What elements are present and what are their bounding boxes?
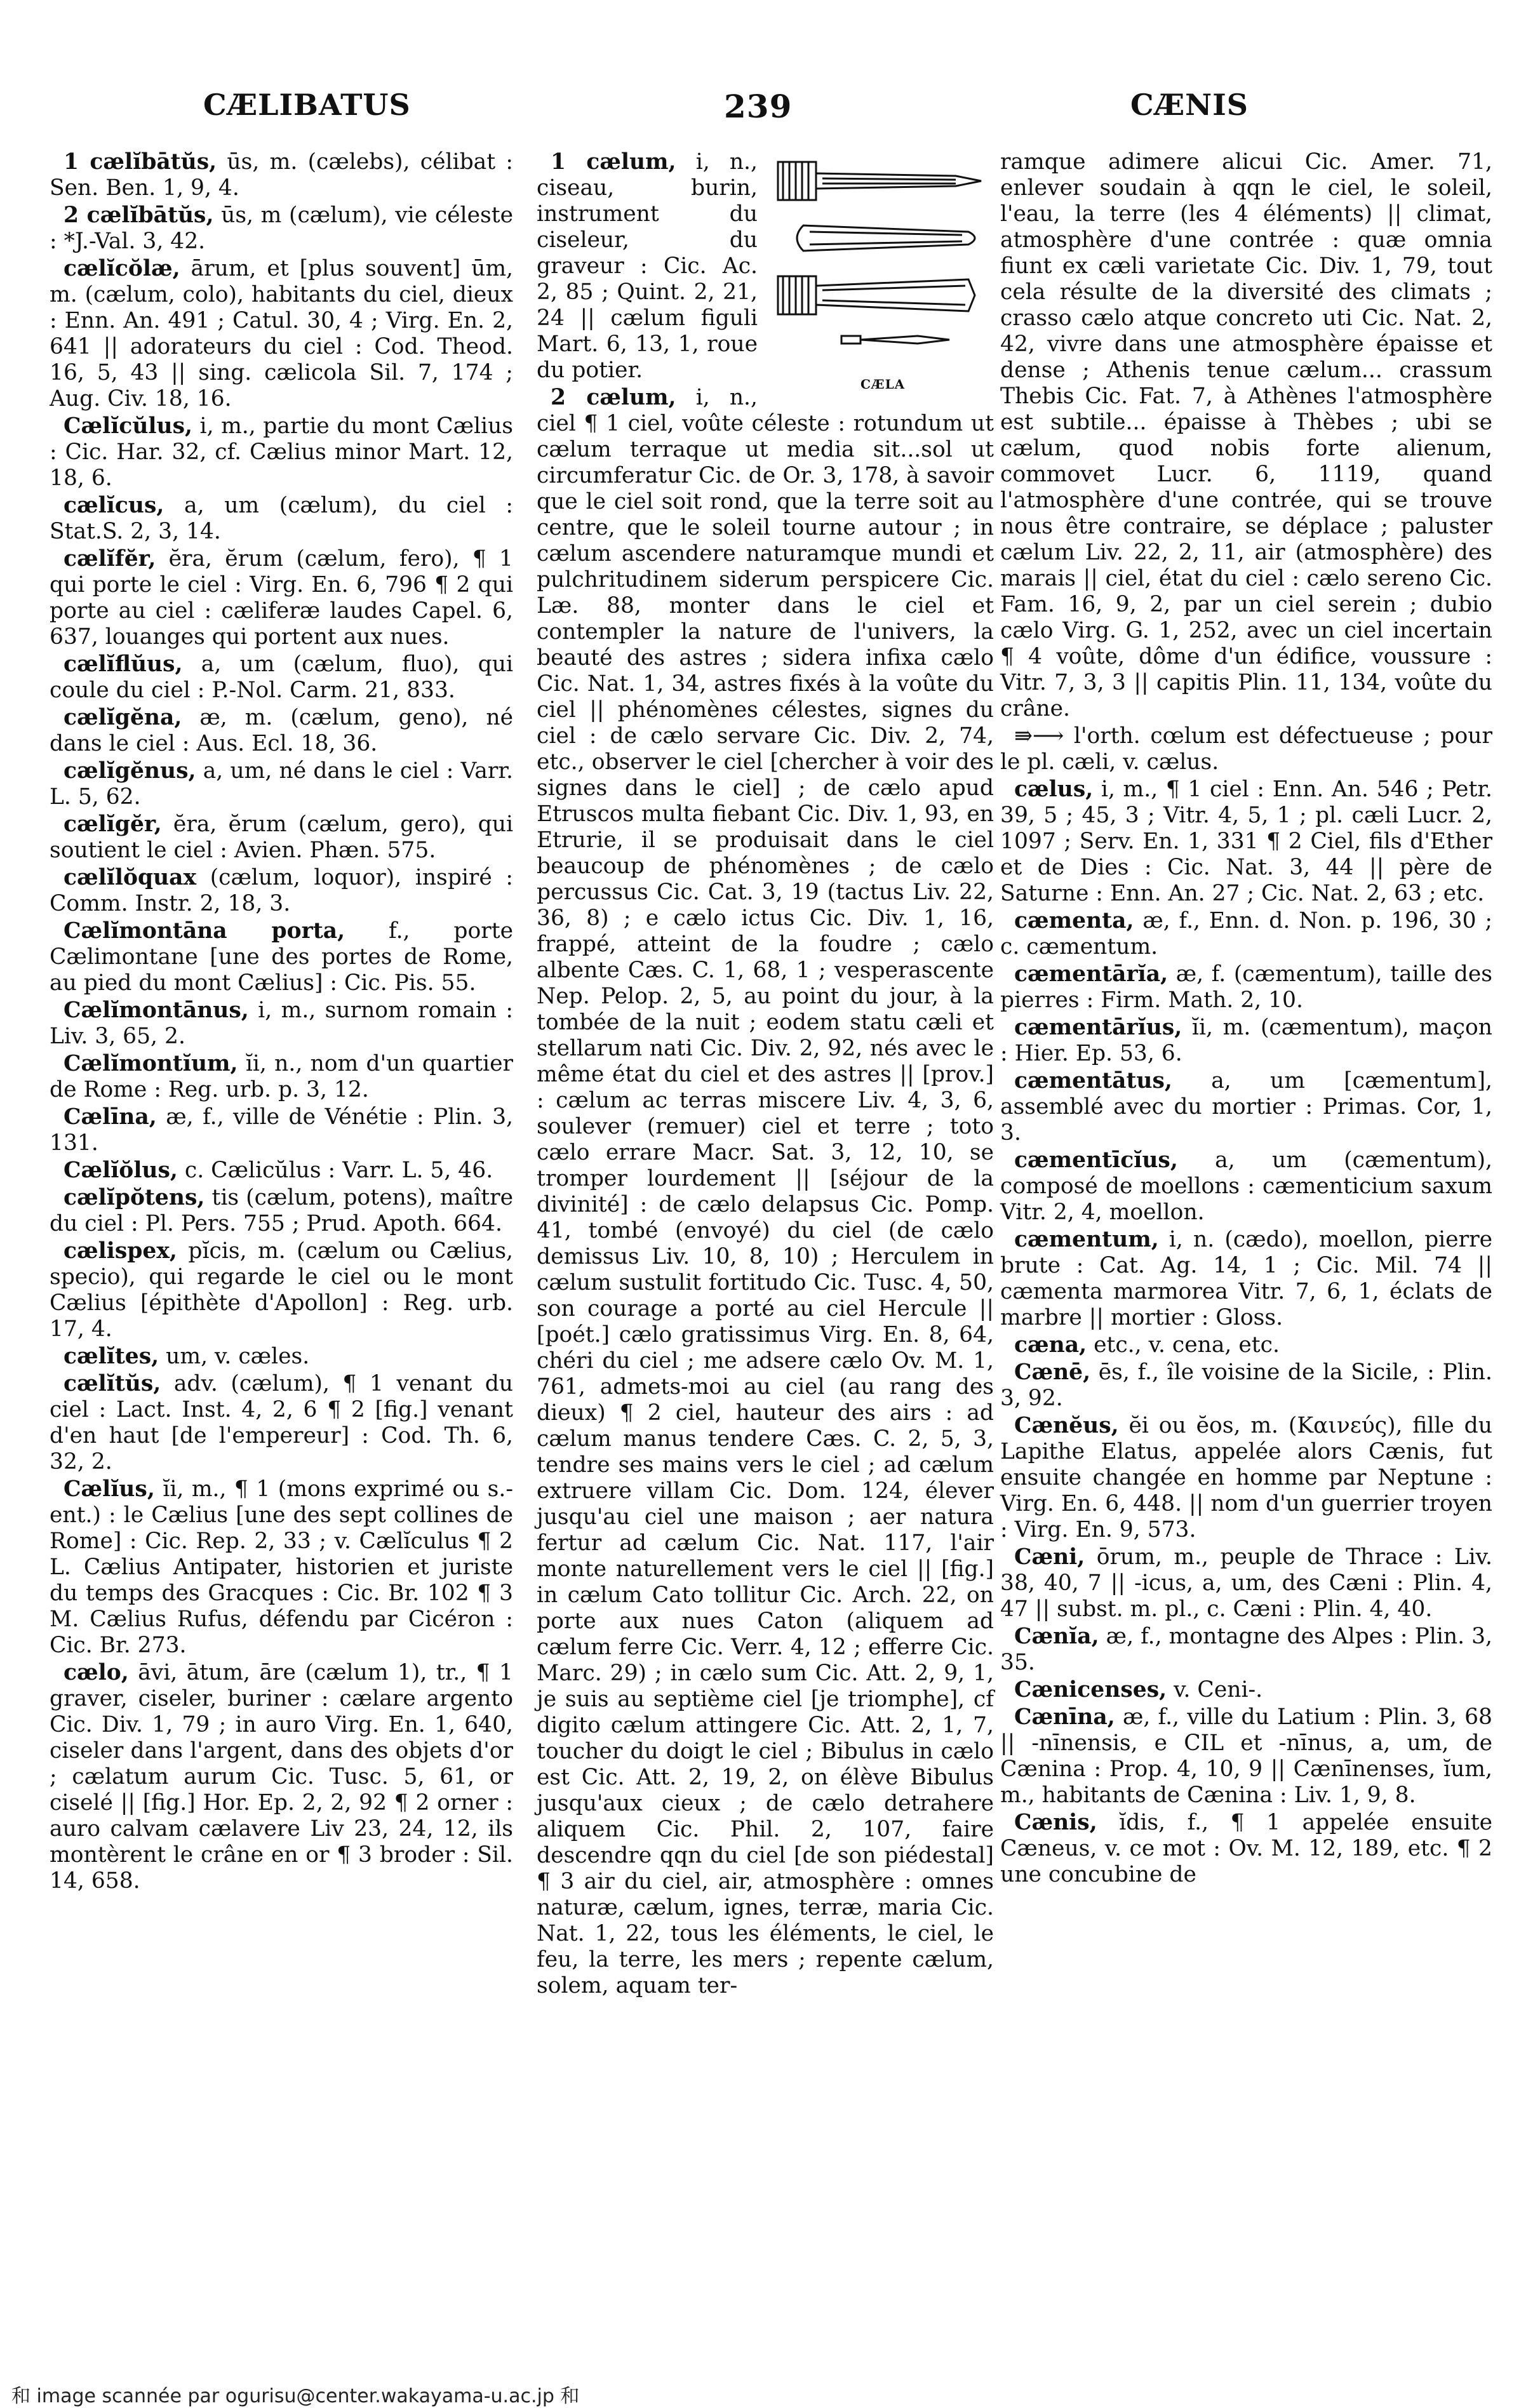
definition-text: ĭdis, f., ¶ 1 appelée ensuite Cæneus, v. ce mot : Ov. M. 12, 189, etc. ¶ 2 une concubine de xyxy=(1000,1810,1492,1887)
dictionary-entry xyxy=(1000,1068,1492,1146)
dictionary-entry xyxy=(1000,1810,1492,1888)
definition-text: a, um (cæmentum), composé de moellons : cæmenticium saxum Vitr. 2, 4, moellon. xyxy=(1000,1147,1492,1225)
headword: 2 cælĭbātŭs, xyxy=(64,203,214,228)
definition-text: tis (cælum, potens), maître du ciel : Pl. Pers. 755 ; Prud. Apoth. 664. xyxy=(50,1185,513,1236)
definition-text: ĕi ou ĕos, m. (Καινεύς), fille du Lapithe Elatus, appelée alors Cænis, fut ensuite changée en homme par Neptune : Virg. En. 6, 448. || nom d'un guerrier troyen : Virg. En. 9, 573. xyxy=(1000,1413,1492,1542)
definition-text: ĭi, m., ¶ 1 (mons exprimé ou s.-ent.) : le Cælius [une des sept collines de Rome] : Cic. Rep. 2, 33 ; v. Cælĭculus ¶ 2 L. Cælius Antipater, historien et juriste du temps des Gracques : Cic. Br. 102 ¶ 3 M. Cælius Rufus, défendu par Cicéron : Cic. Br. 273. xyxy=(50,1476,513,1658)
headword: Cælĭmontĭum, xyxy=(64,1051,238,1076)
definition-text: um, v. cæles. xyxy=(159,1344,310,1369)
dictionary-entry xyxy=(50,705,513,757)
headword: 1 cælum, xyxy=(551,149,676,175)
headword: Cælĭcŭlus, xyxy=(64,413,193,439)
headword: cælĭfĕr, xyxy=(64,546,156,572)
headword: Cænĕus, xyxy=(1014,1413,1119,1438)
engraving-tools-illustration xyxy=(765,149,994,391)
dictionary-entry xyxy=(50,918,513,996)
dictionary-entry xyxy=(1000,1147,1492,1226)
headword: cælĭgĕr, xyxy=(64,812,162,837)
headword: cælo, xyxy=(64,1660,129,1685)
definition-text: ĕra, ĕrum (cælum, gero), qui soutient le ciel : Avien. Phæn. 575. xyxy=(50,812,513,863)
dictionary-entry xyxy=(50,203,513,255)
dictionary-entry xyxy=(50,1476,513,1659)
definition-text: i, n. (cædo), moellon, pierre brute : Cat. Ag. 14, 1 ; Cic. Mil. 74 || cæmenta marmorea Vitr. 7, 6, 1, éclats de marbre || mortier : Gloss. xyxy=(1000,1227,1492,1330)
definition-text: i, m., partie du mont Cælius : Cic. Har. 32, cf. Cælius minor Mart. 12, 18, 6. xyxy=(50,413,513,491)
headword: cælĭlŏquax xyxy=(64,865,197,890)
dictionary-entry xyxy=(1000,1677,1492,1703)
headword: cælispex, xyxy=(64,1238,177,1264)
definition-text: i, m., ¶ 1 ciel : Enn. An. 546 ; Petr. 39, 5 ; 45, 3 ; Vitr. 4, 5, 1 ; pl. cæli Lucr. 2, 1097 ; Serv. En. 1, 331 ¶ 2 Ciel, fils d'Ether et de Dies : Cic. Nat. 3, 44 || père de Saturne : Enn. An. 27 ; Cic. Nat. 2, 63 ; etc. xyxy=(1000,777,1492,906)
dictionary-entry xyxy=(50,256,513,412)
headword: Cælĭmontāna porta, xyxy=(64,918,345,944)
headword: Cænē, xyxy=(1014,1360,1091,1385)
dictionary-entry xyxy=(50,1158,513,1184)
dictionary-entry xyxy=(50,1104,513,1156)
definition-text: ōrum, m., peuple de Thrace : Liv. 38, 40, 7 || -icus, a, um, des Cæni : Plin. 4, 47 || subst. m. pl., c. Cæni : Plin. 4, 40. xyxy=(1000,1544,1492,1622)
page-header xyxy=(0,88,1540,132)
dictionary-entry xyxy=(1000,149,1492,722)
dictionary-entry xyxy=(50,865,513,917)
column-3 xyxy=(1000,149,1492,1889)
dictionary-entry xyxy=(50,546,513,650)
headword: cæmentārĭus, xyxy=(1014,1015,1182,1040)
dictionary-entry xyxy=(50,998,513,1050)
page-number: 239 xyxy=(724,88,793,125)
headword: cæna, xyxy=(1014,1332,1087,1358)
headword: cælĭpŏtens, xyxy=(64,1185,205,1210)
headword: 2 cælum, xyxy=(551,385,676,410)
headword: cælĭflŭus, xyxy=(64,652,183,677)
dictionary-entry xyxy=(50,493,513,545)
definition-text: ⇛⟶ l'orth. cœlum est défectueuse ; pour le pl. cæli, v. cælus. xyxy=(1000,723,1492,775)
definition-text: i, n., ciel ¶ 1 ciel, voûte céleste : rotundum ut cælum terraque ut media sit...sol ut circumferatur Cic. de Or. 3, 178, à savoir que le ciel soit rond, que la terre soit au centre, que le soleil tourne autour ; in cælum ascendere naturamque mundi et pulchritudinem siderum perspicere Cic. Læ. 88, monter dans le ciel et contempler la nature de l'univers, la beauté des astres ; sidera infixa cælo Cic. Nat. 1, 34, astres fixés à la voûte du ciel || phénomènes célestes, signes du ciel : de cælo servare Cic. Div. 2, 74, etc., observer le ciel [chercher à voir des signes dans le ciel] ; de cælo apud Etruscos multa fiebant Cic. Div. 1, 93, en Etrurie, il se produisait dans le ciel beaucoup de phénomènes ; de cælo percussus Cic. Cat. 3, 19 (tactus Liv. 22, 36, 8) ; e cælo ictus Cic. Div. 1, 16, frappé, atteint de la foudre ; cælo albente Cæs. C. 1, 68, 1 ; vesperascente Nep. Pelop. 2, 5, au point du jour, à la tombée de la nuit ; eodem statu cæli et stellarum nati Cic. Div. 2, 92, nés avec le même état du ciel et des astres || [prov.] : cælum ac terras miscere Liv. 4, 3, 6, soulever (remuer) ciel et terre ; toto cælo errare Macr. Sat. 3, 12, 10, se tromper lourdement || [séjour de la divinité] : de cælo delapsus Cic. Pomp. 41, tombé (envoyé) du ciel (de cælo demissus Liv. 10, 8, 10) ; Herculem in cælum sustulit fortitudo Cic. Tusc. 4, 50, son courage a porté au ciel Hercule || [poét.] cælo gratissimus Virg. En. 8, 64, chéri du ciel ; me adsere cælo Ov. M. 1, 761, admets-moi au ciel (au rang des dieux) ¶ 2 ciel, hauteur des airs : ad cælum manus tendere Cæs. C. 2, 5, 3, tendre ses mains vers le ciel ; ad cælum extruere villam Cic. Dom. 124, élever jusqu'au ciel une maison ; aer natura fertur ad cælum Cic. Nat. 117, l'air monte naturellement vers le ciel || [fig.] in cælum Cato tollitur Cic. Arch. 22, on porte aux nues Caton (aliquem ad cælum ferre Cic. Verr. 4, 12 ; efferre Cic. Marc. 29) ; in cælo sum Cic. Att. 2, 9, 1, je suis au septième ciel [je triomphe], cf digito cælum attingere Cic. Att. 2, 1, 7, toucher du doigt le ciel ; Bibulus in cælo est Cic. Att. 2, 19, 2, on élève Bibulus jusqu'aux cieux ; de cælo detrahere aliquem Cic. Phil. 2, 107, faire descendre qqn du ciel [de son piédestal] ¶ 3 air du ciel, air, atmosphère : omnes naturæ, cælum, ignes, terræ, maria Cic. Nat. 1, 22, tous les éléments, le ciel, le feu, la terre, les mers ; repente cælum, solem, aquam ter- xyxy=(537,385,994,1998)
headword: cælĭcus, xyxy=(64,493,164,518)
column-2 xyxy=(537,149,994,2000)
definition-text: ramque adimere alicui Cic. Amer. 71, enlever soudain à qqn le ciel, le soleil, l'eau, la terre (les 4 éléments) || climat, atmosphère d'une contrée : quæ omnia fiunt ex cæli varietate Cic. Div. 1, 79, tout cela résulte de la diversité des climats ; crasso cælo atque concreto uti Cic. Nat. 2, 42, vivre dans une atmosphère épaisse et dense ; Athenis tenue cælum... crassum Thebis Cic. Fat. 7, à Athènes l'atmosphère est subtile... épaisse à Thèbes ; ubi se cælum, quod nobis forte alienum, commovet Lucr. 6, 1119, quand l'atmosphère d'une contrée, qui se trouve nous être contraire, se déplace ; paluster cælum Liv. 22, 2, 11, air (atmosphère) des marais || ciel, état du ciel : cælo sereno Cic. Fam. 16, 9, 2, par un ciel serein ; dubio cælo Virg. G. 1, 252, avec un ciel incertain ¶ 4 voûte, dôme d'un édifice, voussure : Vitr. 7, 3, 3 || capitis Plin. 11, 134, voûte du crâne. xyxy=(1000,149,1492,721)
scan-credit: 和 image scannée par ogurisu@center.wakayama-u.ac.jp 和 xyxy=(11,2385,580,2407)
dictionary-entry xyxy=(1000,1413,1492,1543)
headword: cæmentīcĭus, xyxy=(1014,1147,1178,1173)
definition-text: a, um, né dans le ciel : Varr. L. 5, 62. xyxy=(50,758,513,810)
definition-text: ārum, et [plus souvent] ūm, m. (cælum, colo), habitants du ciel, dieux : Enn. An. 491 ; Catul. 30, 4 ; Virg. En. 2, 641 || adorateurs du ciel : Cod. Theod. 16, 5, 43 || sing. cælicola Sil. 7, 174 ; Aug. Civ. 18, 16. xyxy=(50,256,513,411)
dictionary-entry xyxy=(50,1185,513,1237)
dictionary-entry xyxy=(1000,777,1492,907)
headword: cæmentātus, xyxy=(1014,1068,1172,1094)
headword: Cænis, xyxy=(1014,1810,1097,1835)
definition-text: ūs, m. (cælebs), célibat : Sen. Ben. 1, 9, 4. xyxy=(50,149,513,201)
headword: Cælĭus, xyxy=(64,1476,155,1502)
definition-text: æ, f., ville de Vénétie : Plin. 3, 131. xyxy=(50,1104,513,1156)
running-head-right: CÆNIS xyxy=(1130,88,1249,122)
definition-text: ēs, f., île voisine de la Sicile, : Plin. 3, 92. xyxy=(1000,1360,1492,1411)
definition-text: a, um [cæmentum], assemblé avec du mortier : Primas. Cor, 1, 3. xyxy=(1000,1068,1492,1146)
dictionary-entry xyxy=(1000,908,1492,960)
dictionary-entry xyxy=(1000,1015,1492,1067)
dictionary-entry xyxy=(50,413,513,492)
dictionary-entry xyxy=(1000,1227,1492,1331)
headword: Cælĭmontānus, xyxy=(64,998,249,1023)
dictionary-entry xyxy=(1000,1332,1492,1358)
headword: Cænĭa, xyxy=(1014,1624,1099,1649)
definition-text: æ, f. (cæmentum), taille des pierres : Firm. Math. 2, 10. xyxy=(1000,961,1492,1013)
dictionary-entry xyxy=(50,1371,513,1475)
column-1 xyxy=(50,149,513,1896)
definition-text: æ, f., ville du Latium : Plin. 3, 68 || -nīnensis, e CIL et -nīnus, a, um, de Cænina : Prop. 4, 10, 9 || Cænīnenses, ĭum, m., habitants de Cænina : Liv. 1, 9, 8. xyxy=(1000,1704,1492,1808)
definition-text: ĭi, m. (cæmentum), maçon : Hier. Ep. 53, 6. xyxy=(1000,1015,1492,1066)
definition-text: pĭcis, m. (cælum ou Cælius, specio), qui regarde le ciel ou le mont Cælius [épithète d'Apollon] : Reg. urb. 17, 4. xyxy=(50,1238,513,1342)
definition-text: (cælum, loquor), inspiré : Comm. Instr. 2, 18, 3. xyxy=(50,865,513,916)
dictionary-entry xyxy=(1000,1360,1492,1412)
headword: cælus, xyxy=(1014,777,1094,802)
definition-text: æ, f., montagne des Alpes : Plin. 3, 35. xyxy=(1000,1624,1492,1675)
headword: cæmenta, xyxy=(1014,908,1134,933)
definition-text: āvi, ātum, āre (cælum 1), tr., ¶ 1 graver, ciseler, buriner : cælare argento Cic. Div. 1, 79 ; in auro Virg. En. 1, 640, ciseler dans l'argent, dans des objets d'or ; cælatum aurum Cic. Tusc. 5, 61, or ciselé || [fig.] Hor. Ep. 2, 2, 92 ¶ 2 orner : auro calvam cælavere Liv 23, 24, 12, ils montèrent le crâne en or ¶ 3 broder : Sil. 14, 658. xyxy=(50,1660,513,1894)
dictionary-entry xyxy=(1000,723,1492,775)
dictionary-entry xyxy=(50,812,513,864)
running-head-left: CÆLIBATUS xyxy=(203,88,411,122)
definition-text: ūs, m (cælum), vie céleste : *J.-Val. 3, 42. xyxy=(50,203,513,254)
definition-text: adv. (cælum), ¶ 1 venant du ciel : Lact. Inst. 4, 2, 6 ¶ 2 [fig.] venant d'en haut [de l'empereur] : Cod. Th. 6, 32, 2. xyxy=(50,1371,513,1475)
dictionary-entry xyxy=(50,1660,513,1894)
dictionary-entry xyxy=(1000,961,1492,1013)
definition-text: c. Cælicŭlus : Varr. L. 5, 46. xyxy=(177,1158,493,1183)
dictionary-entry xyxy=(1000,1624,1492,1676)
dictionary-entry xyxy=(50,1238,513,1342)
dictionary-entry xyxy=(50,1051,513,1103)
headword: Cælĭŏlus, xyxy=(64,1158,178,1183)
dictionary-entry xyxy=(50,149,513,201)
dictionary-entry xyxy=(537,385,994,1999)
definition-text: f., porte Cælimontane [une des portes de Rome, au pied du mont Cælius] : Cic. Pis. 55. xyxy=(50,918,513,996)
headword: cælĭcŏlæ, xyxy=(64,256,180,281)
figure-caption: CÆLA xyxy=(860,377,906,392)
dictionary-entry xyxy=(50,758,513,810)
definition-text: v. Ceni-. xyxy=(1167,1677,1263,1702)
definition-text: a, um (cælum, fluo), qui coule du ciel : P.-Nol. Carm. 21, 833. xyxy=(50,652,513,703)
definition-text: i, m., surnom romain : Liv. 3, 65, 2. xyxy=(50,998,513,1049)
chisel-icon xyxy=(765,149,994,371)
headword: cæmentum, xyxy=(1014,1227,1159,1252)
headword: cælĭtŭs, xyxy=(64,1371,161,1396)
headword: cælĭgĕna, xyxy=(64,705,182,730)
headword: Cæni, xyxy=(1014,1544,1085,1570)
headword: Cælīna, xyxy=(64,1104,157,1130)
definition-text: a, um (cælum), du ciel : Stat.S. 2, 3, 14. xyxy=(50,493,513,544)
headword: Cænīna, xyxy=(1014,1704,1115,1730)
headword: Cænicenses, xyxy=(1014,1677,1167,1702)
definition-text: ĭi, n., nom d'un quartier de Rome : Reg. urb. p. 3, 12. xyxy=(50,1051,513,1102)
definition-text: æ, m. (cælum, geno), né dans le ciel : Aus. Ecl. 18, 36. xyxy=(50,705,513,756)
definition-text: æ, f., Enn. d. Non. p. 196, 30 ; c. cæmentum. xyxy=(1000,908,1492,960)
dictionary-entry xyxy=(50,1344,513,1370)
definition-text: etc., v. cena, etc. xyxy=(1087,1332,1280,1358)
headword: cæmentārĭa, xyxy=(1014,961,1168,987)
definition-text: i, n., ciseau, burin, instrument du ciseleur, du graveur : Cic. Ac. 2, 85 ; Quint. 2, 21, 24 || cælum figuli Mart. 6, 13, 1, roue du potier. xyxy=(537,149,758,383)
dictionary-entry xyxy=(1000,1544,1492,1622)
headword: cælĭtes, xyxy=(64,1344,159,1369)
definition-text: ĕra, ĕrum (cælum, fero), ¶ 1 qui porte le ciel : Virg. En. 6, 796 ¶ 2 qui porte au ciel : cæliferæ laudes Capel. 6, 637, louanges qui portent aux nues. xyxy=(50,546,513,650)
dictionary-entry xyxy=(50,652,513,704)
headword: 1 cælĭbātŭs, xyxy=(64,149,217,175)
dictionary-entry xyxy=(1000,1704,1492,1809)
headword: cælĭgĕnus, xyxy=(64,758,196,784)
